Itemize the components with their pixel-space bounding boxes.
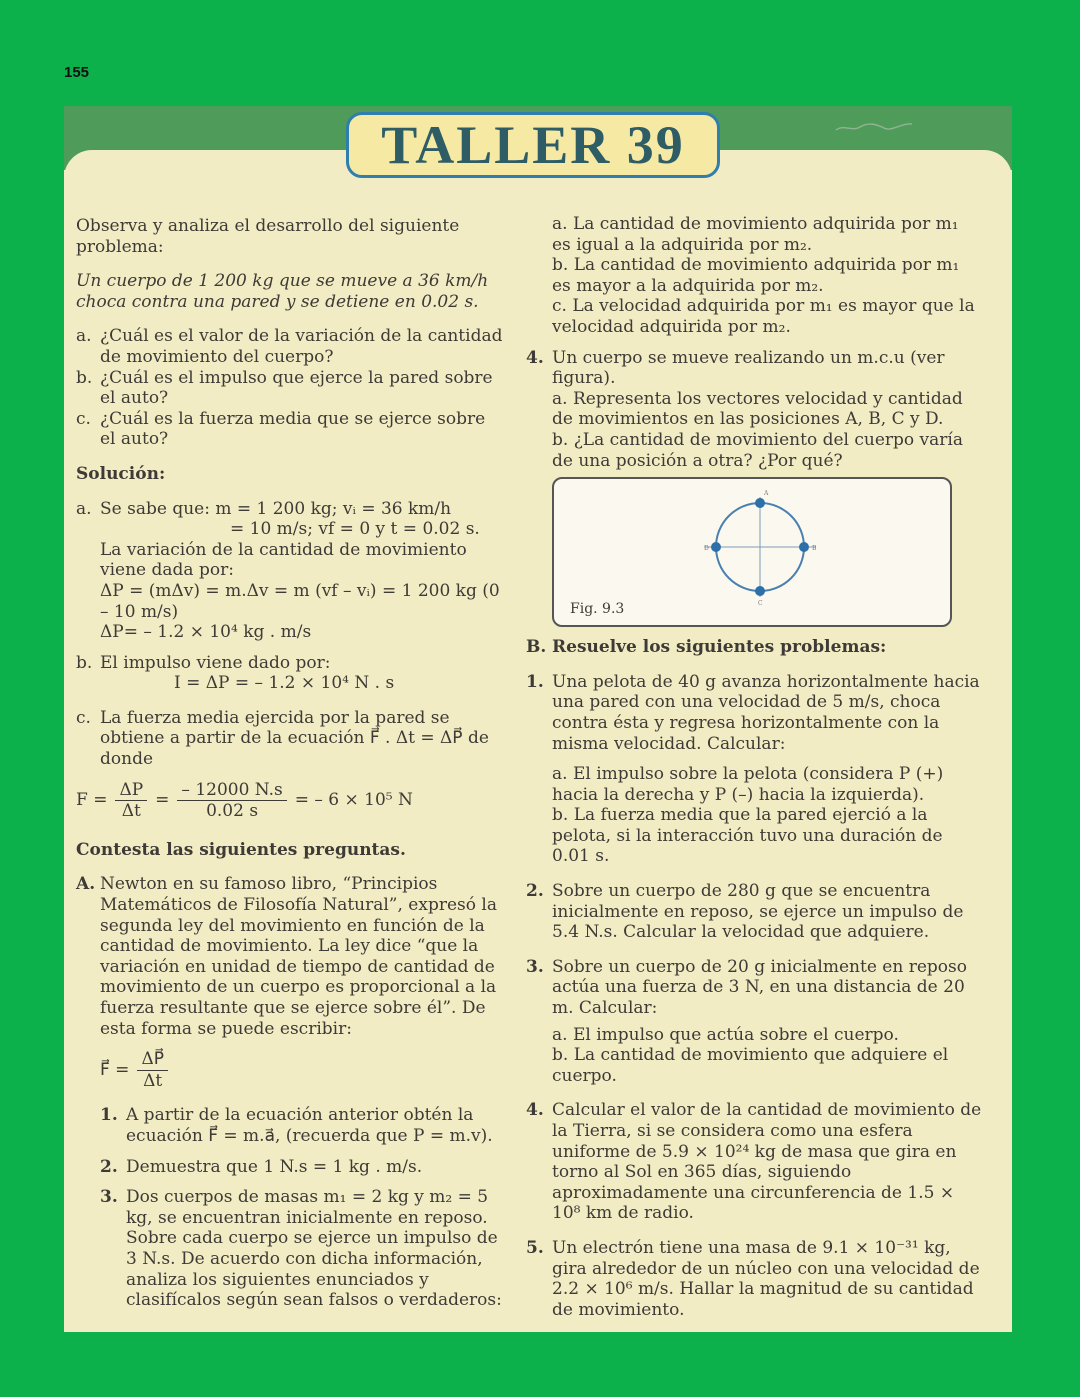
item-text: A partir de la ecuación anterior obtén la ecuación F⃗ = m.a⃗, (recuerda que P = m.v). — [126, 1105, 493, 1146]
solution-line: La variación de la cantidad de movimiento viene dada por: — [100, 539, 467, 581]
item-text: Demuestra que 1 N.s = 1 kg . m/s. — [126, 1156, 423, 1177]
page-number: 155 — [64, 64, 90, 81]
force-equation — [76, 780, 506, 822]
right-column — [526, 214, 982, 1320]
item-number: 2. — [100, 1156, 118, 1177]
page-title: TALLER 39 — [381, 115, 685, 175]
point-label: A — [764, 490, 769, 498]
question-label: c. — [76, 408, 91, 429]
statement-list — [552, 214, 982, 338]
equation-lhs: F⃗ = — [100, 1059, 130, 1080]
solution-line: El impulso viene dado por: — [100, 652, 331, 673]
section-heading: Resuelve los siguientes problemas: — [552, 637, 887, 658]
title-banner — [346, 112, 720, 178]
fraction-numerator: – 12000 N.s — [177, 780, 286, 802]
solution-a — [76, 499, 506, 643]
statement-label: c. — [552, 296, 567, 317]
fraction-denominator: 0.02 s — [206, 801, 259, 822]
sub-item: a. El impulso sobre la pelota (considera P (+) hacia la derecha y P (–) hacia la izquierda). — [552, 764, 944, 805]
item-number: 2. — [526, 881, 544, 902]
problem-list — [526, 672, 982, 1321]
item-number: 3. — [100, 1187, 118, 1208]
statement-item — [552, 214, 982, 255]
solution-label: a. — [76, 498, 92, 519]
question-label: b. — [76, 367, 93, 388]
statement-item — [552, 296, 982, 337]
equation-result: = – 6 × 10⁵ N — [294, 790, 413, 811]
item-text: Sobre un cuerpo de 280 g que se encuentra inicialmente en reposo, se ejerce un impulso de 5.4 N.s. Calcular la velocidad que adquiere. — [552, 881, 964, 943]
problem-item — [526, 1100, 982, 1224]
question-item — [76, 326, 506, 367]
question-text: ¿Cuál es el impulso que ejerce la pared sobre el auto? — [100, 367, 493, 409]
problem-item — [526, 957, 982, 1087]
solution-label: b. — [76, 652, 93, 673]
intro-text: Observa y analiza el desarrollo del siguiente problema: — [76, 216, 460, 257]
point-label: B — [812, 545, 817, 553]
question-text: ¿Cuál es la fuerza media que se ejerce sobre el auto? — [100, 408, 486, 450]
sub-item: b. ¿La cantidad de movimiento del cuerpo varía de una posición a otra? ¿Por qué? — [552, 429, 963, 471]
solution-line: La fuerza media ejercida por la pared se obtiene a partir de la ecuación F⃗ . Δt = ΔP⃗ de donde — [100, 707, 489, 770]
left-column — [76, 216, 506, 1311]
question-text: ¿Cuál es el valor de la variación de la cantidad de movimiento del cuerpo? — [100, 326, 503, 367]
point-label: D — [704, 545, 709, 553]
solution-b — [76, 653, 506, 694]
section-text: Newton en su famoso libro, “Principios Matemáticos de Filosofía Natural”, expresó la segunda ley del movimiento en función de la cantidad de movimiento. La ley dice “que la variación en unidad de tiempo de cantidad de movimiento de un cuerpo es proporcional a la fuerza resultante que se ejerce sobre él”. De esta forma se puede escribir: — [100, 874, 497, 1039]
section-label: B. — [526, 637, 547, 658]
statement-text: La cantidad de movimiento adquirida por m₁ es igual a la adquirida por m₂. — [552, 214, 959, 255]
item-text: Un cuerpo se mueve realizando un m.c.u (ver figura). — [552, 347, 945, 389]
fraction — [137, 1049, 168, 1091]
item-number: 1. — [526, 671, 544, 692]
statement-text: La cantidad de movimiento adquirida por m₁ es mayor a la adquirida por m₂. — [552, 255, 960, 296]
item-number: 1. — [100, 1105, 118, 1126]
solution-line: ΔP= – 1.2 × 10⁴ kg . m/s — [100, 622, 312, 643]
item-number: 3. — [526, 956, 544, 977]
item-text: Una pelota de 40 g avanza horizontalmente hacia una pared con una velocidad de 5 m/s, choca contra ésta y regresa horizontalmente con la misma velocidad. Calcular: — [552, 671, 980, 754]
question-list — [76, 326, 506, 450]
sub-item: b. La fuerza media que la pared ejerció a la pelota, si la interacción tuvo una duración de 0.01 s. — [552, 805, 943, 867]
signature-scribble — [834, 120, 914, 134]
sub-item: a. Representa los vectores velocidad y cantidad de movimientos en las posiciones A, B, C y D. — [552, 388, 963, 430]
item-text: Sobre un cuerpo de 20 g inicialmente en reposo actúa una fuerza de 3 N, en una distancia de 20 m. Calcular: — [552, 956, 967, 1019]
point-marker — [799, 542, 809, 552]
equals-sign: = — [155, 790, 170, 811]
numbered-list — [76, 1105, 506, 1310]
fraction-numerator: ΔP⃗ — [137, 1049, 168, 1071]
fraction-denominator: Δt — [143, 1070, 163, 1091]
figure-circle — [552, 477, 952, 627]
solution-line: ΔP = (mΔv) = m.Δv = m (vf – vᵢ) = 1 200 kg (0 – 10 m/s) — [100, 580, 500, 622]
question-4 — [526, 348, 982, 472]
sub-item: a. El impulso que actúa sobre el cuerpo. — [552, 1024, 899, 1045]
solution-label: c. — [76, 707, 91, 728]
point-marker — [755, 586, 765, 596]
solution-line: Se sabe que: m = 1 200 kg; vᵢ = 36 km/h — [100, 498, 452, 519]
fraction-numerator: ΔP — [115, 780, 147, 802]
list-item — [100, 1105, 506, 1146]
problem-item — [526, 881, 982, 943]
item-text: Dos cuerpos de masas m₁ = 2 kg y m₂ = 5 kg, se encuentran inicialmente en reposo. Sobre cada cuerpo se ejerce un impulso de 3 N.s. De acuerdo con dicha información, analiza los siguientes enunciados y clasifícalos según sean falsos o verdaderos: — [126, 1187, 502, 1311]
point-label: C — [758, 600, 763, 608]
question-item — [76, 368, 506, 409]
item-number: 5. — [526, 1237, 544, 1258]
question-label: a. — [76, 326, 92, 347]
statement-label: b. — [552, 255, 569, 276]
equation-lhs: F = — [76, 790, 108, 811]
worksheet-page — [64, 106, 1012, 1332]
item-number: 4. — [526, 347, 544, 368]
solution-heading: Solución: — [76, 463, 166, 484]
problem-item — [526, 1238, 982, 1320]
section-label: A. — [76, 874, 96, 895]
figure-caption: Fig. 9.3 — [570, 600, 625, 617]
statement-text: La velocidad adquirida por m₁ es mayor que la velocidad adquirida por m₂. — [552, 296, 975, 337]
fraction-denominator: Δt — [121, 801, 141, 822]
solution-line: I = ΔP = – 1.2 × 10⁴ N . s — [174, 673, 395, 694]
item-text: Un electrón tiene una masa de 9.1 × 10⁻³¹ kg, gira alrededor de un núcleo con una velocidad de 2.2 × 10⁶ m/s. Hallar la magnitud de su cantidad de movimiento. — [552, 1237, 980, 1320]
list-item — [100, 1157, 506, 1178]
statement-item — [552, 255, 982, 296]
item-text: Calcular el valor de la cantidad de movimiento de la Tierra, si se considera como una esfera uniforme de 5.9 × 10²⁴ kg de masa que gira en torno al Sol en 365 días, siguiendo aproximadamente una circunferencia de 1.5 × 10⁸ km de radio. — [552, 1100, 982, 1224]
section-b-heading — [526, 637, 982, 658]
statement-label: a. — [552, 214, 568, 234]
list-item — [100, 1187, 506, 1311]
sub-item: b. La cantidad de movimiento que adquiere el cuerpo. — [552, 1045, 949, 1086]
fraction — [177, 780, 286, 822]
fraction — [115, 780, 147, 822]
section-a — [76, 874, 506, 1039]
point-marker — [755, 498, 765, 508]
point-marker — [711, 542, 721, 552]
problem-statement: Un cuerpo de 1 200 kg que se mueve a 36 km/h choca contra una pared y se detiene en 0.02 s. — [76, 271, 489, 312]
solution-line: = 10 m/s; vf = 0 y t = 0.02 s. — [230, 519, 480, 540]
item-number: 4. — [526, 1100, 544, 1121]
question-item — [76, 409, 506, 450]
solution-c — [76, 708, 506, 770]
problem-item — [526, 672, 982, 867]
newton-equation — [76, 1049, 506, 1091]
questions-heading: Contesta las siguientes preguntas. — [76, 839, 406, 860]
